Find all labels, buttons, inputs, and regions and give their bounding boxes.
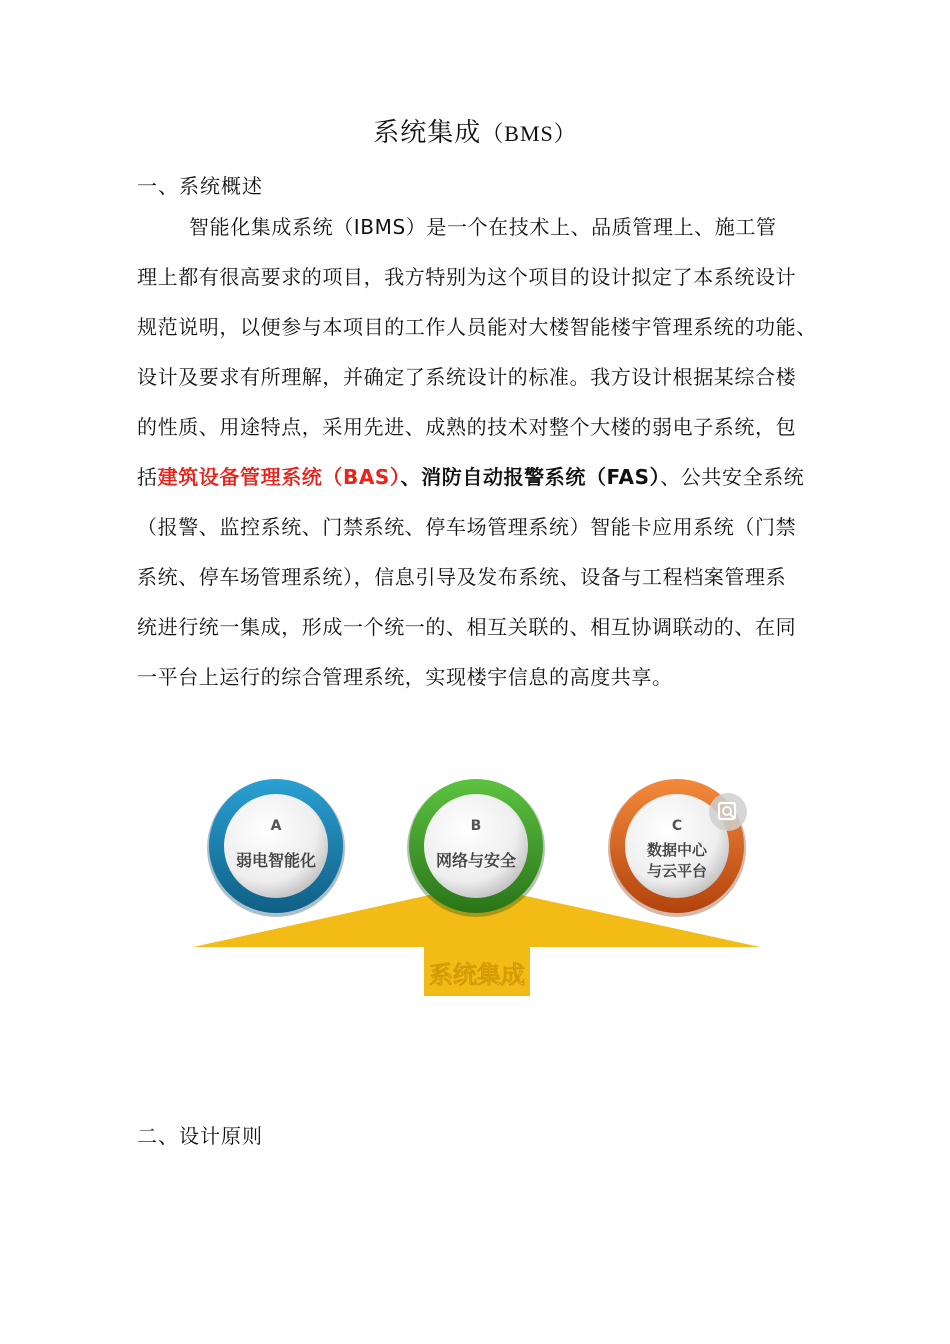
paragraph-line: 的性质、用途特点，采用先进、成熟的技术对整个大楼的弱电子系统，包 <box>137 415 797 439</box>
system-integration-graphic <box>190 775 765 1005</box>
paragraph-line: 规范说明，以便参与本项目的工作人员能对大楼智能楼宇管理系统的功能、 <box>137 315 817 339</box>
highlight-fas: 、消防自动报警系统（FAS） <box>400 465 661 489</box>
title-main: 系统集成 <box>373 118 482 148</box>
circle-c-label-line2: 与云平台 <box>646 862 708 880</box>
line-text: 、公共安全系统 <box>660 465 805 489</box>
section-heading-design-principles: 二、设计原则 <box>137 1124 263 1148</box>
paragraph-line: 智能化集成系统（IBMS）是一个在技术上、品质管理上、施工管 <box>189 215 777 239</box>
paragraph-line <box>137 452 837 502</box>
circle-b-letter: B <box>470 818 482 834</box>
overview-paragraph <box>137 202 837 702</box>
circle-a <box>207 779 345 917</box>
base-label: 系统集成 <box>429 961 525 989</box>
paragraph-line: 系统、停车场管理系统），信息引导及发布系统、设备与工程档案管理系 <box>137 565 787 589</box>
page-title <box>0 112 950 149</box>
paragraph-line: 一平台上运行的综合管理系统，实现楼宇信息的高度共享。 <box>137 665 673 689</box>
paragraph-line: 理上都有很高要求的项目，我方特别为这个项目的设计拟定了本系统设计 <box>137 265 797 289</box>
circle-c-letter: C <box>671 818 683 834</box>
highlight-bas: 建筑设备管理系统（BAS） <box>157 465 401 489</box>
circle-b <box>407 779 545 917</box>
circle-c-label-line1: 数据中心 <box>646 841 708 859</box>
zoom-icon[interactable] <box>709 793 747 831</box>
circle-b-label: 网络与安全 <box>435 851 517 870</box>
circle-a-label: 弱电智能化 <box>235 851 317 870</box>
paragraph-line: 设计及要求有所理解，并确定了系统设计的标准。我方设计根据某综合楼 <box>137 365 797 389</box>
circle-a-letter: A <box>270 818 282 834</box>
section-heading-overview: 一、系统概述 <box>137 174 263 198</box>
title-paren: （BMS） <box>481 121 577 146</box>
line-text: 括 <box>137 465 158 489</box>
paragraph-line: 统进行统一集成，形成一个统一的、相互关联的、相互协调联动的、在同 <box>137 615 797 639</box>
paragraph-line: （报警、监控系统、门禁系统、停车场管理系统）智能卡应用系统（门禁 <box>137 515 797 539</box>
